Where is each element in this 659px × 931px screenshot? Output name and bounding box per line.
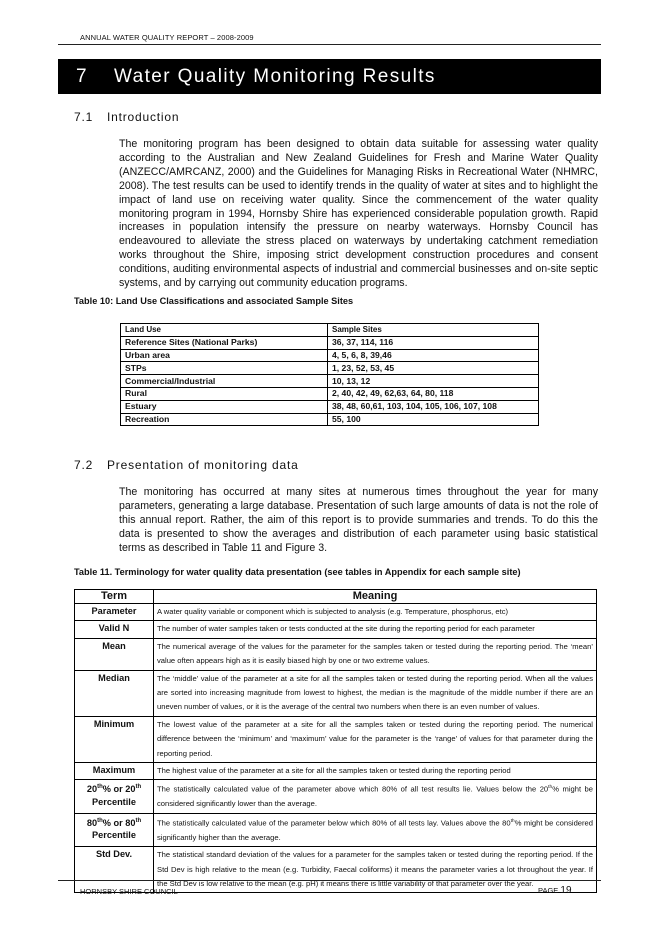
term-cell	[75, 716, 154, 762]
land-use-cell: Rural	[121, 387, 328, 400]
intro-paragraph: The monitoring program has been designed to obtain data suitable for assessing water quality according to the Australian and New Zealand Guidelines for Fresh and Marine Water Quality (ANZECC/AMRCANZ, 2000) and the Guidelines for Managing Risks in Recreational Water (NHMRC, 2008). The test results can be used to identify trends in the quality of water at sites and to highlight the impact of land use on receiving water quality. Since the commencement of the water quality monitoring program in 1994, Hornsby Shire has experienced considerable population growth. Rapid increases in population intensify the pressure on nearby waterways. Hornsby Council has endeavoured to alleviate the stress placed on waterways by undertaking catchment remediation works throughout the Shire, imposing strict development construction procedures and consent conditions, auditing environmental aspects of industrial and commercial businesses and on-site septic systems, and by carrying out community education programs.	[119, 138, 598, 290]
table-row	[121, 349, 539, 362]
meaning-cell: The lowest value of the parameter at a site for all the samples taken or tested during the reporting period. The numerical difference between the ‘minimum’ and ‘maximum’ value for the parameter is the ‘range’ of values for that parameter during the reporting period.	[154, 716, 597, 762]
page-label: PAGE	[538, 886, 559, 895]
sample-sites-cell: 10, 13, 12	[328, 375, 539, 388]
land-use-cell: Recreation	[121, 413, 328, 426]
table-row	[121, 375, 539, 388]
term-line: Parameter	[91, 606, 137, 616]
meaning-cell: The statistically calculated value of the parameter below which 80% of all tests lay. Values above the 80th% might be considered significantly higher than the average.	[154, 813, 597, 846]
footer-rule	[58, 880, 601, 881]
term-cell	[75, 813, 154, 846]
table-row	[121, 413, 539, 426]
sample-sites-cell: 36, 37, 114, 116	[328, 336, 539, 349]
sample-sites-cell: 55, 100	[328, 413, 539, 426]
land-use-cell: Urban area	[121, 349, 328, 362]
table-row	[75, 780, 597, 813]
table-row	[75, 716, 597, 762]
table-row	[75, 847, 597, 893]
term-line: Maximum	[92, 765, 136, 776]
term-line: Std Dev.	[95, 849, 133, 860]
section-heading-7-2	[74, 458, 299, 472]
ordinal-suffix: th	[135, 817, 142, 824]
table-row	[121, 336, 539, 349]
ordinal-suffix: th	[97, 817, 103, 824]
table-row	[121, 400, 539, 413]
table-row	[75, 763, 597, 780]
term-line: 20th% or 20th	[86, 784, 142, 795]
terminology-table	[74, 589, 597, 893]
header-rule	[58, 44, 601, 45]
column-header: Meaning	[154, 590, 597, 604]
term-cell	[75, 780, 154, 813]
term-cell	[75, 638, 154, 670]
meaning-cell: The highest value of the parameter at a site for all the samples taken or tested during the reporting period	[154, 763, 597, 780]
section-heading-7-1	[74, 110, 179, 124]
chapter-title: Water Quality Monitoring Results	[114, 65, 436, 87]
table-row	[75, 813, 597, 846]
sample-sites-cell: 2, 40, 42, 49, 62,63, 64, 80, 118	[328, 387, 539, 400]
table-header-row	[75, 590, 597, 604]
running-header: ANNUAL WATER QUALITY REPORT – 2008-2009	[80, 33, 254, 42]
chapter-number: 7	[76, 65, 88, 87]
term-line: Percentile	[92, 796, 136, 807]
section-title: Presentation of monitoring data	[107, 458, 299, 472]
sample-sites-cell: 1, 23, 52, 53, 45	[328, 362, 539, 375]
page-number: 19	[560, 885, 572, 896]
land-use-cell: Commercial/Industrial	[121, 375, 328, 388]
table-row	[75, 670, 597, 716]
term-line: Valid N	[98, 623, 130, 634]
chapter-heading-bar	[58, 59, 601, 94]
table-11-caption: Table 11. Terminology for water quality data presentation (see tables in Appendix for each sample site)	[74, 567, 521, 577]
table-header-row	[121, 324, 539, 337]
term-cell	[75, 604, 154, 621]
meaning-cell: The ‘middle’ value of the parameter at a site for all the samples taken or tested during the reporting period. When all the values are sorted into increasing magnitude from lowest to highest, the median is the magnitude of the middle number if there are an uneven number of values, or it is the average of the central two numbers when there is an even number of values.	[154, 670, 597, 716]
term-line: Median	[98, 672, 130, 683]
sample-sites-cell: 38, 48, 60,61, 103, 104, 105, 106, 107, 108	[328, 400, 539, 413]
ordinal-suffix: th	[135, 784, 142, 791]
section-title: Introduction	[107, 110, 180, 124]
column-header: Land Use	[121, 324, 328, 337]
ordinal-suffix: th	[97, 784, 103, 791]
land-use-table	[120, 323, 539, 426]
term-line: Percentile	[92, 829, 136, 840]
meaning-cell: The statistical standard deviation of the values for a parameter for the samples taken or tested during the reporting period. If the Std Dev is high relative to the mean (e.g. Turbidity, Faecal coliforms) it means the parameter varies a lot throughout the year. If the Std Dev is low relative to the mean (e.g. pH) it means there is little variability of that parameter over the year.	[154, 847, 597, 893]
term-cell	[75, 621, 154, 638]
term-line: Minimum	[93, 718, 135, 729]
land-use-cell: STPs	[121, 362, 328, 375]
column-header: Sample Sites	[328, 324, 539, 337]
section-number: 7.2	[74, 458, 94, 472]
presentation-paragraph: The monitoring has occurred at many sites at numerous times throughout the year for many parameters, generating a large database. Presentation of such large amounts of data is not the role of this annual report. Rather, the aim of this report is to provide summaries and trends. To do this the data is presented to show the averages and distribution of each parameter using basic statistical terms as described in Table 11 and Figure 3.	[119, 486, 598, 554]
table-row	[121, 387, 539, 400]
section-number: 7.1	[74, 110, 94, 124]
meaning-cell: The statistically calculated value of the parameter above which 80% of all test results lie. Values below the 20th% might be considered significantly lower than the average.	[154, 780, 597, 813]
ordinal-suffix: th	[548, 785, 553, 791]
footer-organisation: HORNSBY SHIRE COUNCIL	[80, 887, 178, 896]
term-cell	[75, 670, 154, 716]
table-row	[75, 604, 597, 621]
footer-page	[538, 885, 572, 896]
term-line: 80th% or 80th	[86, 817, 142, 828]
meaning-cell: A water quality variable or component which is subjected to analysis (e.g. Temperature, phosphorus, etc)	[154, 604, 597, 621]
table-row	[121, 362, 539, 375]
sample-sites-cell: 4, 5, 6, 8, 39,46	[328, 349, 539, 362]
column-header: Term	[75, 590, 154, 604]
meaning-cell: The number of water samples taken or tests conducted at the site during the reporting period for each parameter	[154, 621, 597, 638]
land-use-cell: Estuary	[121, 400, 328, 413]
table-row	[75, 638, 597, 670]
land-use-cell: Reference Sites (National Parks)	[121, 336, 328, 349]
ordinal-suffix: th	[510, 818, 515, 824]
term-line: Mean	[102, 640, 126, 651]
term-cell	[75, 847, 154, 893]
term-cell	[75, 763, 154, 780]
meaning-cell: The numerical average of the values for the parameter for the samples taken or tested during the reporting period. The ‘mean’ value often appears high as it is easily biased high by one or two extreme values.	[154, 638, 597, 670]
table-10-caption: Table 10: Land Use Classifications and associated Sample Sites	[74, 296, 354, 306]
table-row	[75, 621, 597, 638]
